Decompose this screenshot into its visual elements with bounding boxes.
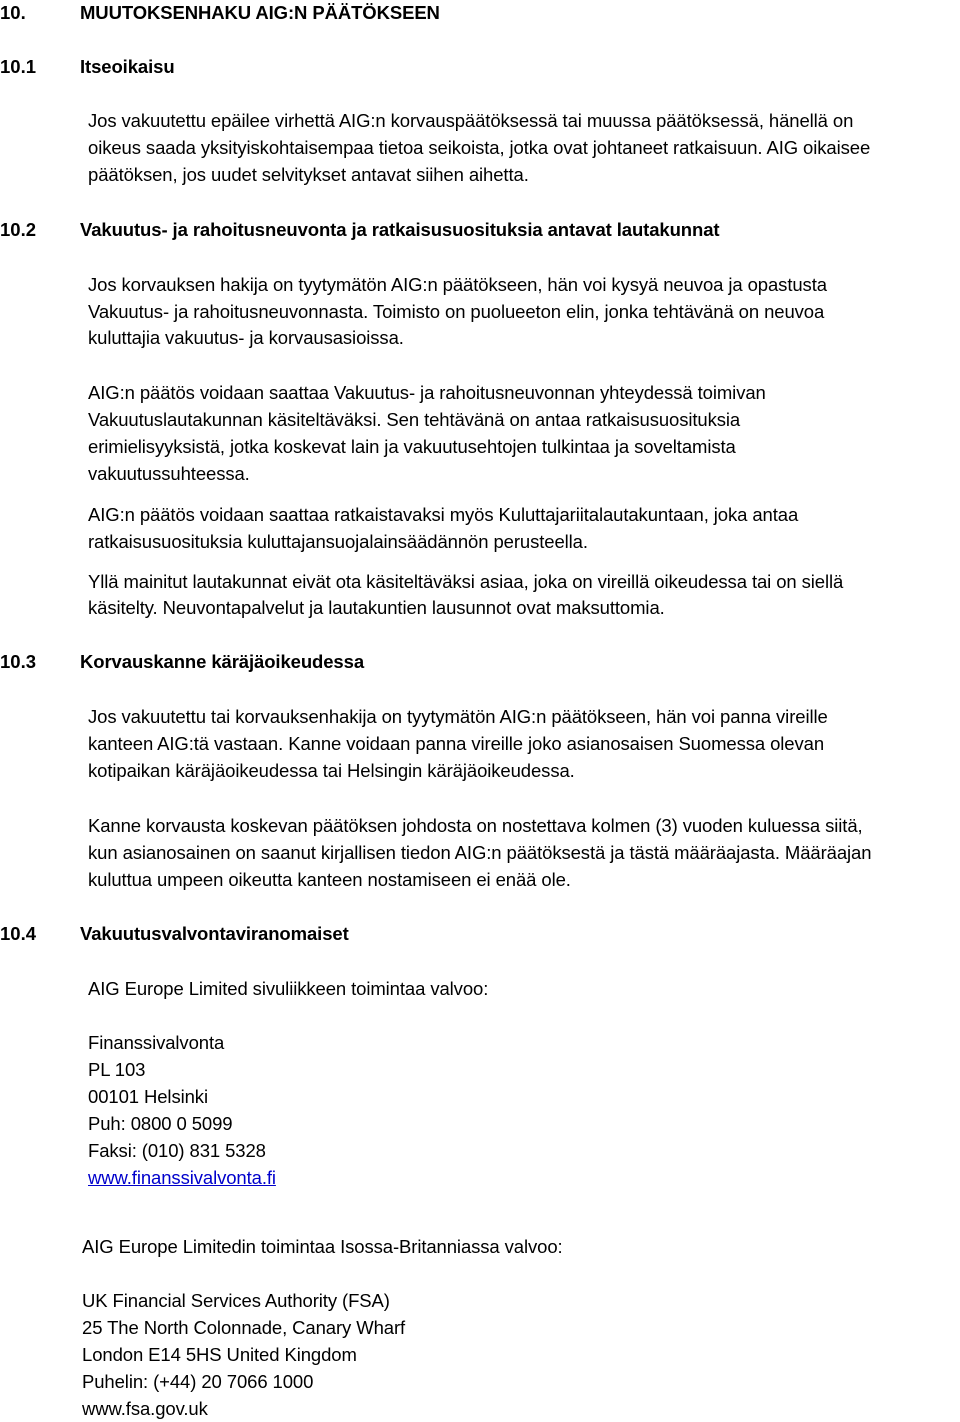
section-10-2-number: 10.2 — [0, 219, 37, 240]
section-10-1-text-line: päätöksen, jos uudet selvitykset antavat siihen aihetta. — [88, 164, 529, 185]
uk-contact-phone: Puhelin: (+44) 20 7066 1000 — [82, 1371, 314, 1392]
uk-contact-address: 25 The North Colonnade, Canary Wharf — [82, 1317, 406, 1338]
section-10-3-p1-line: kotipaikan käräjäoikeudessa tai Helsingin käräjäoikeudessa. — [88, 760, 575, 781]
fi-contact-name: Finanssivalvonta — [88, 1032, 225, 1053]
section-10-2-p2-line: erimielisyyksistä, jotka koskevat lain ja vakuutusehtojen tulkintaa ja soveltamista — [88, 436, 736, 457]
section-10-1-text-line: Jos vakuutettu epäilee virhettä AIG:n korvauspäätöksessä tai muussa päätöksessä, hänellä on — [88, 110, 854, 131]
section-10-1-number: 10.1 — [0, 56, 37, 77]
section-10-3-title: Korvauskanne käräjäoikeudessa — [80, 651, 365, 672]
section-10-1-text-line: oikeus saada yksityiskohtaisempaa tietoa seikoista, jotka ovat johtaneet ratkaisuun. AIG oikaisee — [88, 137, 871, 158]
section-10-2-p3-line: ratkaisusuosituksia kuluttajansuojalainsäädännön perusteella. — [88, 531, 588, 552]
fi-contact-phone: Puh: 0800 0 5099 — [88, 1113, 233, 1134]
uk-contact-name: UK Financial Services Authority (FSA) — [82, 1290, 390, 1311]
section-10-3-p2-line: kun asianosainen on saanut kirjallisen tiedon AIG:n päätöksestä ja tästä määräajasta. Määräajan — [88, 842, 872, 863]
section-10-1-title: Itseoikaisu — [80, 56, 175, 77]
section-10-number: 10. — [0, 2, 26, 23]
section-10-2-title: Vakuutus- ja rahoitusneuvonta ja ratkaisusuosituksia antavat lautakunnat — [80, 219, 720, 240]
uk-contact-website: www.fsa.gov.uk — [82, 1398, 208, 1419]
section-10-title: MUUTOKSENHAKU AIG:N PÄÄTÖKSEEN — [80, 2, 440, 23]
section-10-3-p1-line: Jos vakuutettu tai korvauksenhakija on tyytymätön AIG:n päätökseen, hän voi panna vireille — [88, 706, 828, 727]
fi-contact-address: 00101 Helsinki — [88, 1086, 208, 1107]
section-10-3-p2-line: Kanne korvausta koskevan päätöksen johdosta on nostettava kolmen (3) vuoden kuluessa siitä, — [88, 815, 863, 836]
fi-website-link[interactable]: www.finanssivalvonta.fi — [88, 1167, 276, 1188]
section-10-2-p1-line: Vakuutus- ja rahoitusneuvonnasta. Toimisto on puolueeton elin, jonka tehtävänä on neuvoa — [88, 301, 825, 322]
fi-contact-website-row — [88, 1164, 276, 1191]
section-10-2-p3-line: AIG:n päätös voidaan saattaa ratkaistavaksi myös Kuluttajariitalautakuntaan, joka antaa — [88, 504, 799, 525]
section-10-3-p1-line: kanteen AIG:tä vastaan. Kanne voidaan panna vireille joko asianosaisen Suomessa olevan — [88, 733, 825, 754]
uk-contact-address: London E14 5HS United Kingdom — [82, 1344, 357, 1365]
fi-contact-address: PL 103 — [88, 1059, 146, 1080]
uk-supervisor-intro: AIG Europe Limitedin toimintaa Isossa-Britanniassa valvoo: — [82, 1236, 563, 1257]
section-10-4-number: 10.4 — [0, 923, 37, 944]
section-10-4-title: Vakuutusvalvontaviranomaiset — [80, 923, 349, 944]
section-10-3-number: 10.3 — [0, 651, 37, 672]
fi-supervisor-intro: AIG Europe Limited sivuliikkeen toimintaa valvoo: — [88, 978, 489, 999]
section-10-3-p2-line: kuluttua umpeen oikeutta kanteen nostamiseen ei enää ole. — [88, 869, 571, 890]
section-10-2-p4-line: käsitelty. Neuvontapalvelut ja lautakuntien lausunnot ovat maksuttomia. — [88, 597, 665, 618]
section-10-2-p2-line: Vakuutuslautakunnan käsiteltäväksi. Sen tehtävänä on antaa ratkaisusuosituksia — [88, 409, 741, 430]
section-10-2-p4-line: Yllä mainitut lautakunnat eivät ota käsiteltäväksi asiaa, joka on vireillä oikeudessa tai on siellä — [88, 571, 844, 592]
section-10-2-p2-line: vakuutussuhteessa. — [88, 463, 250, 484]
section-10-2-p2-line: AIG:n päätös voidaan saattaa Vakuutus- ja rahoitusneuvonnan yhteydessä toimivan — [88, 382, 766, 403]
section-10-2-p1-line: kuluttajia vakuutus- ja korvausasioissa. — [88, 327, 404, 348]
fi-contact-fax: Faksi: (010) 831 5328 — [88, 1140, 266, 1161]
section-10-2-p1-line: Jos korvauksen hakija on tyytymätön AIG:n päätökseen, hän voi kysyä neuvoa ja opastusta — [88, 274, 827, 295]
